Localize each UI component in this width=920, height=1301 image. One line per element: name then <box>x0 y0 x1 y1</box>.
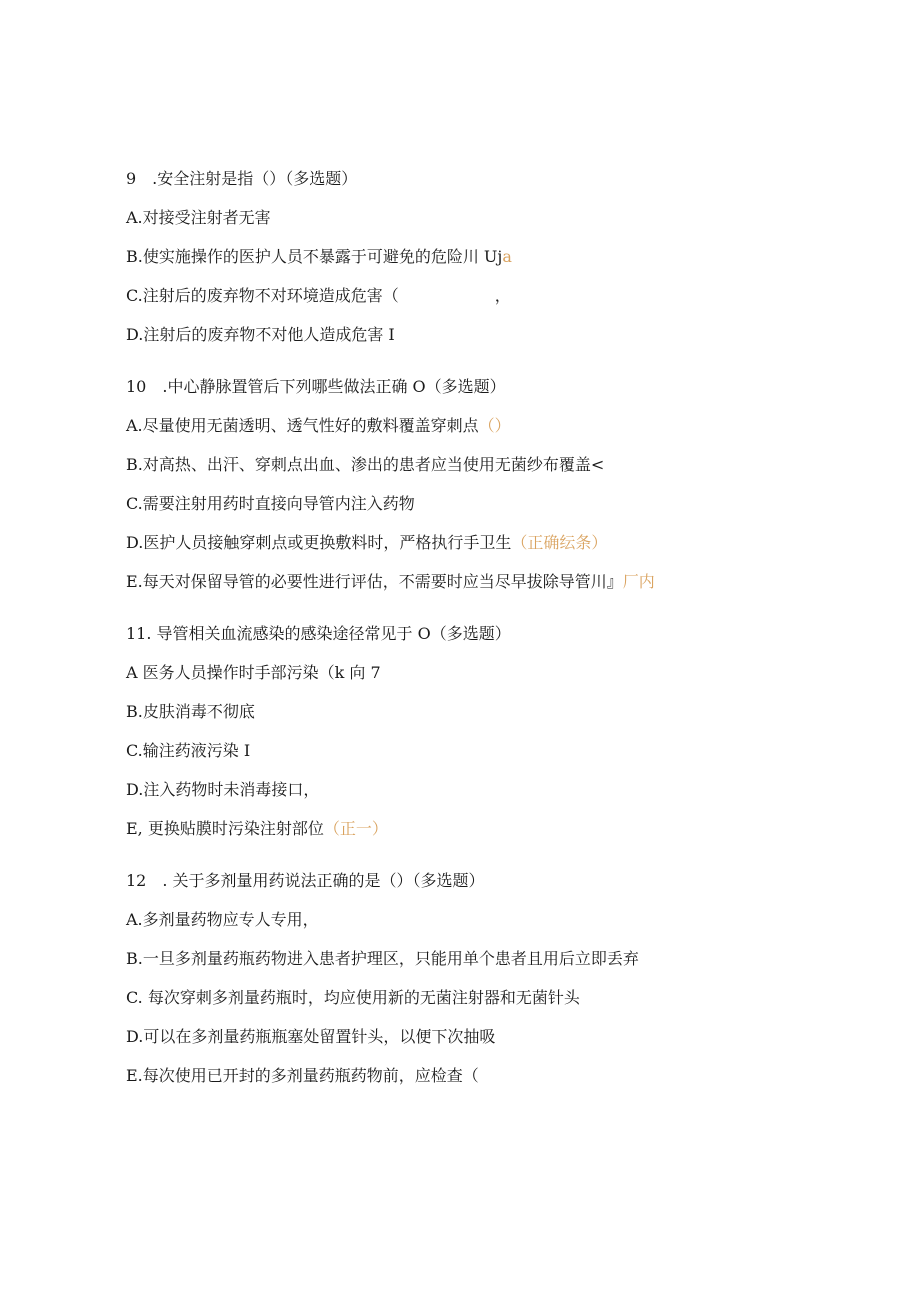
option-text: A.对接受注射者无害 <box>126 208 271 227</box>
option-text: B.一旦多剂量药瓶药物进入患者护理区，只能用单个患者且用后立即丢弃 <box>126 949 639 968</box>
question-12-option-e <box>126 1066 479 1086</box>
option-text: B.皮肤消毒不彻底 <box>126 702 255 721</box>
question-12-option-d <box>126 1027 495 1047</box>
question-12-title: 12 . 关于多剂量用药说法正确的是（）（多选题） <box>126 871 485 890</box>
option-text: E, 更换贴膜时污染注射部位 <box>126 819 324 838</box>
question-11-option-c <box>126 741 250 761</box>
question-9-option-c <box>126 286 511 306</box>
question-9-option-a <box>126 208 271 228</box>
option-text: B.对高热、出汗、穿刺点出血、渗出的患者应当使用无菌纱布覆盖< <box>126 455 605 474</box>
option-text: A 医务人员操作时手部污染（k 向 7 <box>126 663 381 682</box>
question-11-option-e <box>126 819 388 839</box>
option-text: C.需要注射用药时直接向导管内注入药物 <box>126 494 415 513</box>
option-text: D.注入药物时未消毒接口， <box>126 780 320 799</box>
option-text: A.尽量使用无菌透明、透气性好的敷料覆盖穿刺点 <box>126 416 479 435</box>
option-note: （） <box>478 416 511 435</box>
option-text: D.注射后的废弃物不对他人造成危害 I <box>126 325 395 344</box>
option-note: 厂内 <box>622 572 655 591</box>
question-9-option-d <box>126 325 395 345</box>
question-10-option-e <box>126 572 655 592</box>
option-text: B.使实施操作的医护人员不暴露于可避免的危险川 Uj <box>126 247 503 266</box>
question-10-option-c <box>126 494 415 514</box>
option-text: E.每天对保留导管的必要性进行评估，不需要时应当尽早拔除导管川』 <box>126 572 623 591</box>
option-text: C.输注药液污染 I <box>126 741 251 760</box>
option-text: D.可以在多剂量药瓶瓶塞处留置针头，以便下次抽吸 <box>126 1027 496 1046</box>
option-text: D.医护人员接触穿刺点或更换敷料时，严格执行手卫生 <box>126 533 512 552</box>
question-10-option-a <box>126 416 511 436</box>
question-11-option-d <box>126 780 319 800</box>
option-note: （正确纭条） <box>511 533 608 552</box>
option-note: a <box>502 247 512 266</box>
question-12-option-a <box>126 910 319 930</box>
option-note: （正一） <box>323 819 388 838</box>
question-12-option-b <box>126 949 639 969</box>
question-10-option-b <box>126 455 604 475</box>
question-12-option-c <box>126 988 580 1008</box>
question-11-option-a <box>126 663 381 683</box>
option-text: C. 每次穿刺多剂量药瓶时，均应使用新的无菌注射器和无菌针头 <box>126 988 580 1007</box>
question-10-title: 10 .中心静脉置管后下列哪些做法正确 O（多选题） <box>126 377 506 396</box>
question-9-title: 9 .安全注射是指（）（多选题） <box>126 169 358 188</box>
option-text: E.每次使用已开封的多剂量药瓶药物前，应检查（ <box>126 1066 479 1085</box>
option-text: C.注射后的废弃物不对环境造成危害（ ， <box>126 286 511 305</box>
option-text: A.多剂量药物应专人专用， <box>126 910 319 929</box>
question-11-title: 11. 导管相关血流感染的感染途径常见于 O（多选题） <box>126 624 511 643</box>
question-11-option-b <box>126 702 255 722</box>
question-10-option-d <box>126 533 607 553</box>
question-9-option-b <box>126 247 512 267</box>
